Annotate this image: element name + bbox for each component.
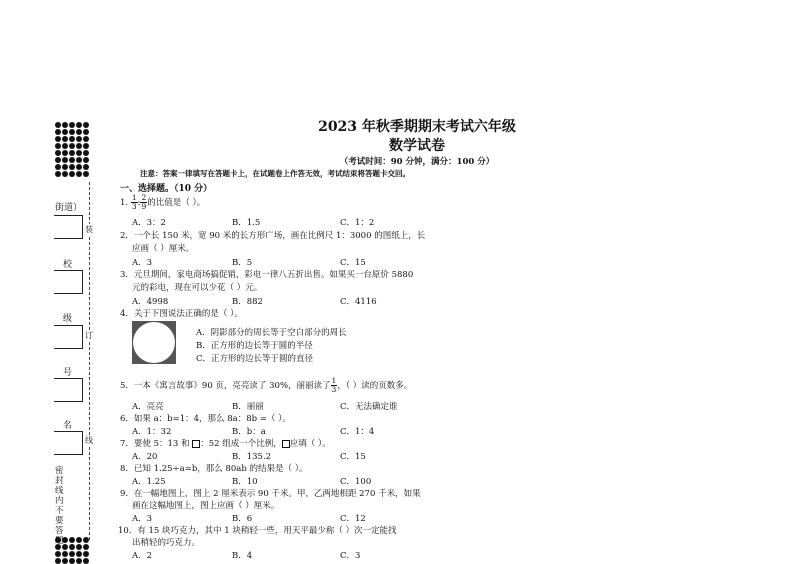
q9-option-b: B．6 (232, 514, 253, 524)
q10-line2: 出稍轻的巧克力。 (132, 538, 201, 548)
binding-dot (55, 558, 61, 564)
q5-option-a: A．亮亮 (132, 402, 164, 412)
class-box[interactable] (54, 325, 83, 349)
seal-char-ding: 订 (85, 331, 93, 340)
q7-option-b: B．135.2 (232, 452, 272, 462)
q3-option-b: B．882 (232, 297, 263, 307)
q5-stem: 5．一本《寓言故事》90 页，亮亮读了 30%，丽丽读了 $\frac{1}{3}$ ，（ ）读的页数多。 (120, 376, 413, 394)
q9-line1: 9．在一幅地图上，图上 2 厘米表示 90 千米。甲，乙两地相距 270 千米，如果 (120, 489, 421, 499)
q4-option-b: B．正方形的边长等于圆的半径 (196, 341, 313, 351)
q8-stem: 8．已知 1.25÷a=b，那么 80ab 的结果是（ ）。 (120, 464, 308, 474)
binding-dot (83, 551, 89, 557)
q1-option-a: A．3：2 (132, 218, 166, 228)
q8-option-a: A．1.25 (132, 477, 166, 487)
side-name-label: 名 (63, 421, 73, 431)
figure-circle (133, 322, 175, 363)
binding-dot (55, 551, 61, 557)
q10-option-b: B．4 (232, 551, 253, 561)
binding-dot (76, 544, 82, 550)
q9-option-c: C．12 (340, 514, 366, 524)
side-class-label: 级 (63, 314, 73, 324)
q2-line2: 应画（ ）厘米。 (132, 244, 195, 254)
binding-dot (76, 551, 82, 557)
q3-line1: 3．元旦期间，家电商场搞促销，彩电一律八五折出售。如果买一台原价 5880 (120, 270, 414, 280)
q1-frac2: $\frac{2}{9}$ (141, 193, 147, 211)
binding-dot (69, 171, 75, 177)
q10-option-a: A．2 (132, 551, 153, 561)
side-school-label: 校 (63, 260, 73, 270)
q10-line1: 10．有 15 块巧克力，其中 1 块稍轻一些，用天平最少称（ ）次一定能找 (118, 526, 397, 536)
q2-option-c: C．15 (340, 258, 366, 268)
side-street-label: 街道） (55, 203, 83, 213)
q7-option-a: A．20 (132, 452, 158, 462)
q3-line2: 元的彩电，现在可以少花（ ）元。 (132, 283, 263, 293)
seal-char-zhuang: 装 (85, 225, 93, 234)
binding-dot (83, 558, 89, 564)
q3-option-c: C．4116 (340, 297, 377, 307)
exam-subject: 数学试卷 (389, 138, 445, 154)
name-box[interactable] (54, 431, 83, 455)
q2-line1: 2．一个长 150 米，宽 90 米的长方形广场，画在比例尺 1：3000 的图纸上，长 (120, 231, 426, 241)
binding-dot (62, 551, 68, 557)
binding-dot (69, 544, 75, 550)
q6-option-a: A．1：32 (132, 427, 172, 437)
binding-dot (69, 551, 75, 557)
square-circle-figure (132, 321, 176, 364)
q4-stem: 4．关于下图说法正确的是（ ）。 (120, 309, 243, 319)
binding-dot (62, 171, 68, 177)
binding-dot (69, 537, 75, 543)
exam-notice: 注意：答案一律填写在答题卡上，在试题卷上作答无效，考试结束将答题卡交回。 (140, 169, 410, 178)
side-number-label: 号 (63, 368, 73, 378)
street-box[interactable] (54, 215, 83, 239)
q10-option-c: C．3 (340, 551, 361, 561)
number-box[interactable] (54, 378, 83, 402)
binding-dot (62, 558, 68, 564)
binding-dot (76, 537, 82, 543)
q4-option-c: C．正方形的边长等于圆的直径 (196, 354, 314, 364)
blank-square-icon (282, 440, 290, 448)
q4-option-a: A．阴影部分的周长等于空白部分的周长 (196, 328, 347, 338)
q7-option-c: C．15 (340, 452, 366, 462)
q2-option-b: B．5 (232, 258, 253, 268)
binding-dot (55, 171, 61, 177)
binding-dot (83, 544, 89, 550)
q8-option-c: C．100 (340, 477, 372, 487)
binding-dot (69, 558, 75, 564)
q7-stem: 7．要使 5：13 和 ：52 组成一个比例， 应填（ ）。 (120, 439, 331, 449)
seal-line (89, 182, 90, 540)
q6-option-c: C．1：4 (340, 427, 375, 437)
q6-stem: 6．如果 a：b=1：4，那么 8a：8b =（ ）。 (120, 414, 291, 424)
exam-title: 2023 年秋季期期末考试六年级 (318, 119, 516, 135)
school-box[interactable] (54, 270, 83, 294)
q1-stem: 1. $\frac{1}{3}$ : $\frac{2}{9}$ 的比值是（ ）。 (120, 193, 206, 211)
binding-dot (83, 171, 89, 177)
q9-line2: 画在这幅地图上，图上应画（ ）厘米。 (132, 501, 280, 511)
q6-option-b: B．b：a (232, 427, 266, 437)
binding-dot (76, 558, 82, 564)
q5-option-b: B．丽丽 (232, 402, 264, 412)
exam-info: （考试时间：90 分钟，满分：100 分） (339, 157, 495, 167)
q8-option-b: B．10 (232, 477, 258, 487)
q3-option-a: A．4998 (132, 297, 169, 307)
q1-option-b: B．1.5 (232, 218, 261, 228)
q1-option-c: C．1：2 (340, 218, 375, 228)
seal-char-xian: 线 (85, 436, 93, 445)
q5-frac: $\frac{1}{3}$ (331, 376, 337, 394)
q1-frac1: $\frac{1}{3}$ (131, 193, 137, 211)
seal-warning: 密封线内不要答题 (55, 466, 64, 546)
q2-option-a: A．3 (132, 258, 153, 268)
section-title: 一、选择题。（10 分） (120, 184, 213, 194)
binding-dot (76, 171, 82, 177)
q5-option-c: C．无法确定谁 (340, 402, 398, 412)
q9-option-a: A．3 (132, 514, 153, 524)
